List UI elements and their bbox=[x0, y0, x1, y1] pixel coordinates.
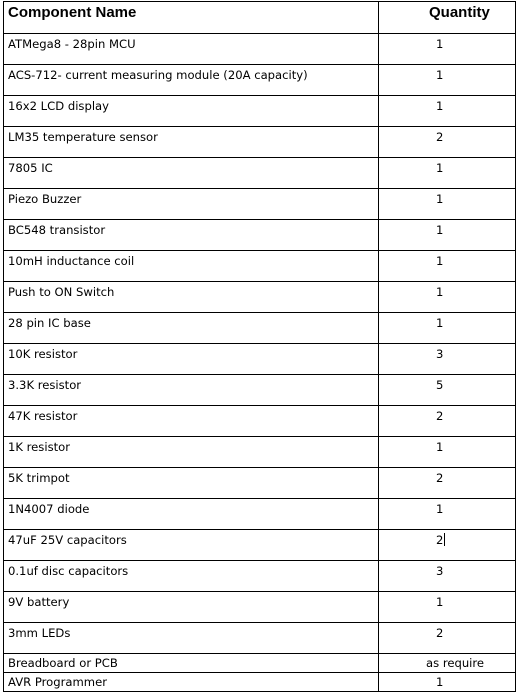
table-row bbox=[4, 127, 516, 158]
table-row bbox=[4, 251, 516, 282]
quantity-cell: 3 bbox=[379, 344, 516, 375]
table-row bbox=[4, 673, 516, 692]
text-cursor bbox=[444, 533, 445, 546]
component-name-cell: 7805 IC bbox=[4, 158, 379, 189]
quantity-cell: 2 bbox=[379, 468, 516, 499]
quantity-header: Quantity bbox=[379, 2, 516, 34]
quantity-cell: 1 bbox=[379, 437, 516, 468]
component-name-cell: 47K resistor bbox=[4, 406, 379, 437]
quantity-cell: as require bbox=[379, 654, 516, 673]
quantity-cell: 1 bbox=[379, 65, 516, 96]
table-row bbox=[4, 34, 516, 65]
component-name-cell: ACS-712- current measuring module (20A capacity) bbox=[4, 65, 379, 96]
component-name-cell: LM35 temperature sensor bbox=[4, 127, 379, 158]
table-row bbox=[4, 220, 516, 251]
component-name-cell: 28 pin IC base bbox=[4, 313, 379, 344]
quantity-cell: 1 bbox=[379, 34, 516, 65]
table-row bbox=[4, 623, 516, 654]
table-row bbox=[4, 158, 516, 189]
table-row bbox=[4, 592, 516, 623]
component-name-cell: Breadboard or PCB bbox=[4, 654, 379, 673]
table-row bbox=[4, 654, 516, 673]
quantity-value: 2 bbox=[436, 533, 444, 547]
component-name-cell: 0.1uf disc capacitors bbox=[4, 561, 379, 592]
quantity-cell[interactable] bbox=[379, 530, 516, 561]
table-row bbox=[4, 65, 516, 96]
component-name-cell: 1N4007 diode bbox=[4, 499, 379, 530]
quantity-cell: 1 bbox=[379, 96, 516, 127]
table-row bbox=[4, 313, 516, 344]
table-row bbox=[4, 189, 516, 220]
quantity-cell: 3 bbox=[379, 561, 516, 592]
quantity-cell: 1 bbox=[379, 282, 516, 313]
quantity-cell: 1 bbox=[379, 158, 516, 189]
component-name-cell: Push to ON Switch bbox=[4, 282, 379, 313]
table-row bbox=[4, 530, 516, 561]
table-row bbox=[4, 561, 516, 592]
table-row bbox=[4, 375, 516, 406]
table-row bbox=[4, 499, 516, 530]
table-row bbox=[4, 96, 516, 127]
component-name-cell: 3.3K resistor bbox=[4, 375, 379, 406]
component-name-cell: BC548 transistor bbox=[4, 220, 379, 251]
quantity-cell: 1 bbox=[379, 220, 516, 251]
component-name-cell: 9V battery bbox=[4, 592, 379, 623]
table-row bbox=[4, 406, 516, 437]
component-name-cell: AVR Programmer bbox=[4, 673, 379, 692]
table-row bbox=[4, 282, 516, 313]
quantity-cell: 1 bbox=[379, 313, 516, 344]
component-table bbox=[3, 1, 516, 692]
component-name-cell: 10mH inductance coil bbox=[4, 251, 379, 282]
quantity-cell: 2 bbox=[379, 406, 516, 437]
component-name-cell: ATMega8 - 28pin MCU bbox=[4, 34, 379, 65]
component-name-cell: 1K resistor bbox=[4, 437, 379, 468]
table-row bbox=[4, 468, 516, 499]
table-row bbox=[4, 344, 516, 375]
quantity-cell: 2 bbox=[379, 623, 516, 654]
quantity-cell: 1 bbox=[379, 189, 516, 220]
component-name-cell: 16x2 LCD display bbox=[4, 96, 379, 127]
quantity-cell: 1 bbox=[379, 499, 516, 530]
component-name-header: Component Name bbox=[4, 2, 379, 34]
table-row bbox=[4, 437, 516, 468]
component-name-cell: 10K resistor bbox=[4, 344, 379, 375]
component-name-cell: Piezo Buzzer bbox=[4, 189, 379, 220]
quantity-cell: 5 bbox=[379, 375, 516, 406]
quantity-cell: 1 bbox=[379, 251, 516, 282]
component-name-cell: 47uF 25V capacitors bbox=[4, 530, 379, 561]
quantity-cell: 2 bbox=[379, 127, 516, 158]
quantity-cell: 1 bbox=[379, 592, 516, 623]
quantity-cell: 1 bbox=[379, 673, 516, 692]
component-name-cell: 5K trimpot bbox=[4, 468, 379, 499]
component-name-cell: 3mm LEDs bbox=[4, 623, 379, 654]
header-row bbox=[4, 2, 516, 34]
